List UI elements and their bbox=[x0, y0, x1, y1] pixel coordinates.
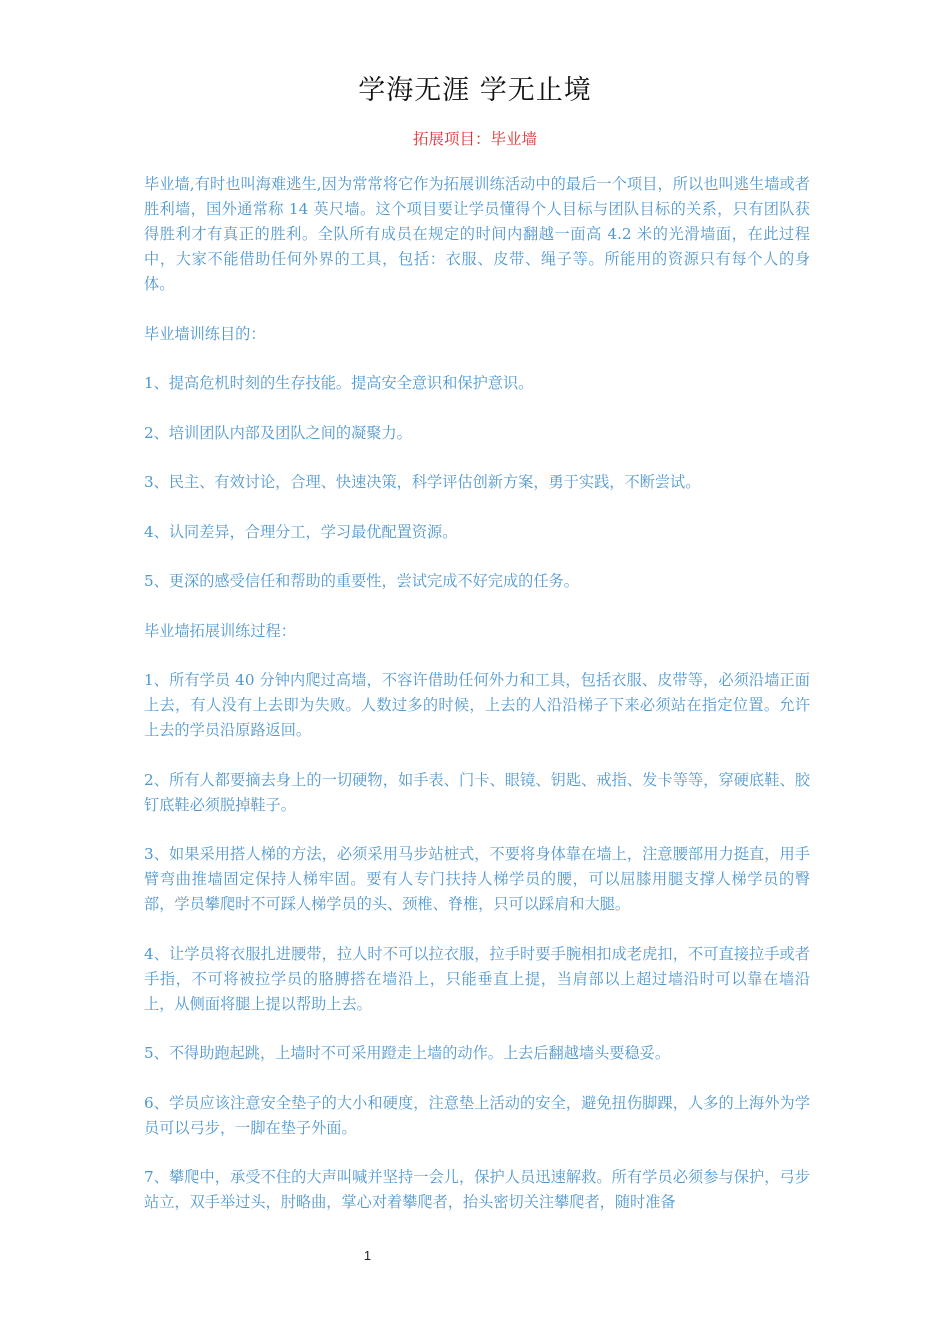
page-subtitle: 拓展项目：毕业墙 bbox=[412, 130, 537, 148]
purpose-item-3: 3、民主、有效讨论，合理、快速决策，科学评估创新方案，勇于实践，不断尝试。 bbox=[144, 473, 701, 491]
purpose-item-4: 4、认同差异，合理分工，学习最优配置资源。 bbox=[144, 522, 458, 541]
purpose-item-5: 5、更深的感受信任和帮助的重要性，尝试完成不好完成的任务。 bbox=[144, 572, 579, 590]
section-heading-process: 毕业墙拓展训练过程： bbox=[144, 621, 296, 640]
process-item-7: 7、攀爬中，承受不住的大声叫喊并坚持一会儿，保护人员迅速解救。所有学员必须参与保护，弓步站立，双手举过头，肘略曲，掌心对着攀爬者，抬头密切关注攀爬者，随时准备 bbox=[144, 1168, 810, 1211]
process-item-5: 5、不得助跑起跳，上墙时不可采用蹬走上墙的动作。上去后翻越墙头要稳妥。 bbox=[144, 1044, 671, 1062]
purpose-item-1: 1、提高危机时刻的生存技能。提高安全意识和保护意识。 bbox=[144, 374, 534, 392]
intro-paragraph: 毕业墙,有时也叫海难逃生,因为常常将它作为拓展训练活动中的最后一个项目，所以也叫逃生墙或者胜利墙，国外通常称 14 英尺墙。这个项目要让学员懂得个人目标与团队目标的关系，只有团队获得胜利才有真正的胜利。全队所有成员在规定的时间内翻越一面高 4.2 米的光滑墙面，在此过程中，大家不能借助任何外界的工具，包括：衣服、皮带、绳子等。所能用的资源只有每个人的身体。 bbox=[144, 175, 810, 293]
process-item-2: 2、所有人都要摘去身上的一切硬物，如手表、门卡、眼镜、钥匙、戒指、发卡等等，穿硬底鞋、胶钉底鞋必须脱掉鞋子。 bbox=[144, 770, 810, 814]
process-item-4: 4、让学员将衣服扎进腰带，拉人时不可以拉衣服，拉手时要手腕相扣成老虎扣，不可直接拉手或者手指，不可将被拉学员的胳膊搭在墙沿上，只能垂直上提，当肩部以上超过墙沿时可以靠在墙沿上，从侧面将腿上提以帮助上去。 bbox=[144, 944, 810, 1013]
process-item-6: 6、学员应该注意安全垫子的大小和硬度，注意垫上活动的安全，避免扭伤脚踝，人多的上海外为学员可以弓步，一脚在垫子外面。 bbox=[144, 1093, 810, 1137]
section-heading-purpose: 毕业墙训练目的： bbox=[144, 324, 266, 343]
document-body bbox=[144, 172, 810, 1240]
process-item-3: 3、如果采用搭人梯的方法，必须采用马步站桩式，不要将身体靠在墙上，注意腰部用力挺直，用手臂弯曲推墙固定保持人梯牢固。要有人专门扶持人梯学员的腰，可以屈膝用腿支撑人梯学员的臀部，学员攀爬时不可踩人梯学员的头、颈椎、脊椎，只可以踩肩和大腿。 bbox=[144, 845, 810, 913]
page-title: 学海无涯 学无止境 bbox=[358, 75, 592, 106]
page-number: 1 bbox=[363, 1248, 372, 1263]
purpose-item-2: 2、培训团队内部及团队之间的凝聚力。 bbox=[144, 423, 412, 442]
process-item-1: 1、所有学员 40 分钟内爬过高墙，不容许借助任何外力和工具，包括衣服、皮带等，必须沿墙正面上去，有人没有上去即为失败。人数过多的时候，上去的人沿沿梯子下来必须站在指定位置。允许上去的学员沿原路返回。 bbox=[144, 671, 810, 739]
